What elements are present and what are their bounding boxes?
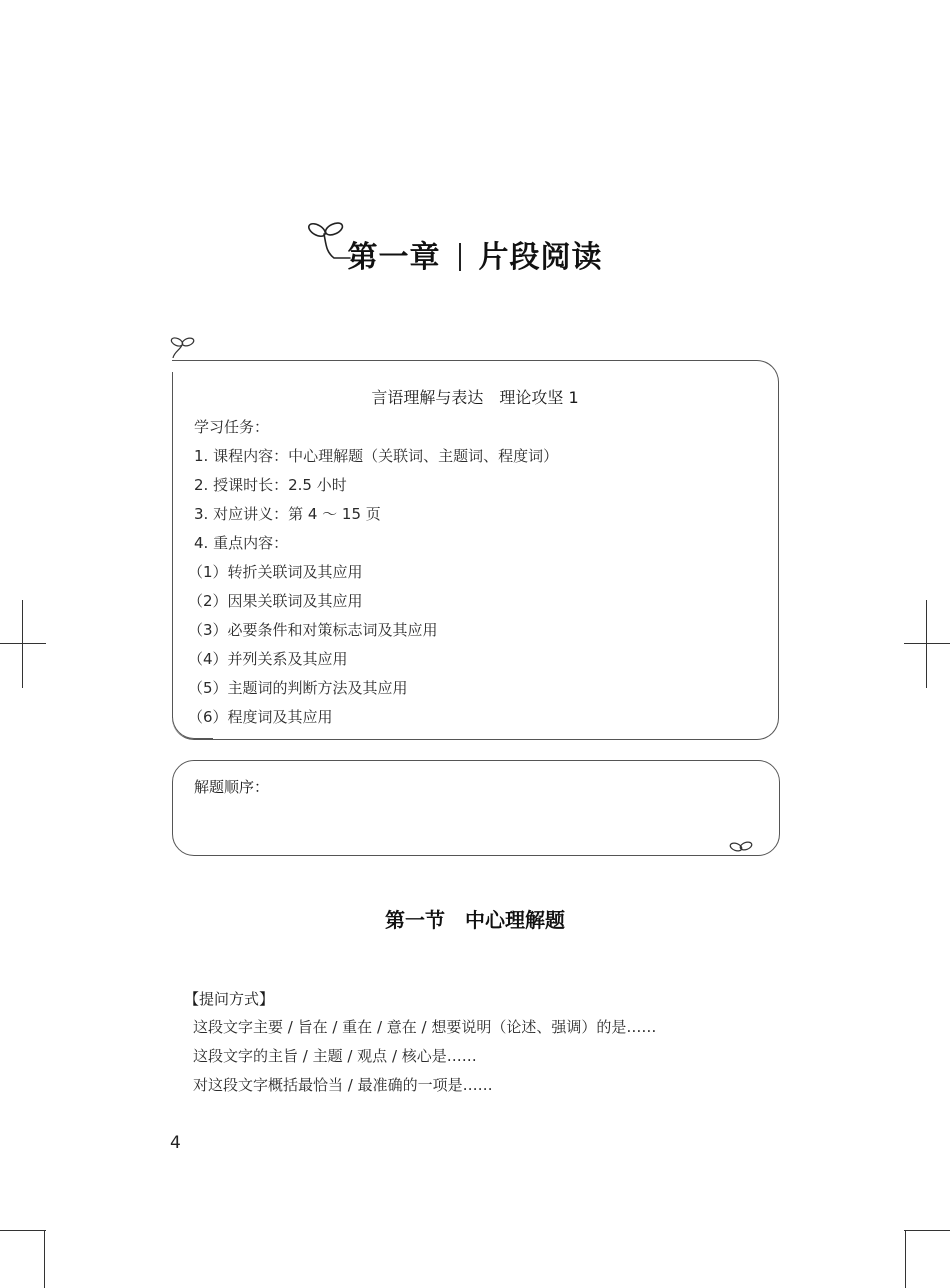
- list-item: 这段文字主要 / 旨在 / 重在 / 意在 / 想要说明（论述、强调）的是……: [193, 1018, 657, 1036]
- crop-mark-right-horizontal: [904, 643, 950, 644]
- crop-mark-bottom-right-tick: [905, 1230, 906, 1288]
- list-item: （5）主题词的判断方法及其应用: [188, 679, 408, 697]
- crop-mark-right-vertical: [926, 600, 927, 688]
- leaves-icon: [728, 838, 754, 854]
- chapter-name: 片段阅读: [478, 240, 603, 275]
- chapter-title-divider: [459, 243, 461, 271]
- study-task-heading: 学习任务：: [194, 418, 270, 436]
- question-form-list: [193, 1013, 656, 1100]
- list-item: 这段文字的主旨 / 主题 / 观点 / 核心是……: [193, 1047, 477, 1065]
- crop-mark-bottom-left: [0, 1230, 46, 1231]
- list-item: 1. 课程内容：中心理解题（关联词、主题词、程度词）: [194, 447, 559, 465]
- list-item: （3）必要条件和对策标志词及其应用: [188, 621, 438, 639]
- crop-mark-left-vertical: [22, 600, 23, 688]
- study-box-title: 言语理解与表达 理论攻坚 1: [371, 388, 579, 407]
- study-task-list: [190, 413, 558, 732]
- chapter-title: [0, 232, 950, 276]
- list-item: （4）并列关系及其应用: [188, 650, 348, 668]
- section-title: 第一节 中心理解题: [385, 908, 565, 932]
- list-item: （1）转折关联词及其应用: [188, 563, 363, 581]
- list-item: 2. 授课时长：2.5 小时: [194, 476, 347, 494]
- question-form-heading: 【提问方式】: [184, 990, 275, 1008]
- list-item: （6）程度词及其应用: [188, 708, 333, 726]
- list-item: （2）因果关联词及其应用: [188, 592, 363, 610]
- chapter-number: 第一章: [347, 240, 441, 275]
- study-task-box-left-border: [172, 372, 173, 718]
- crop-mark-left-horizontal: [0, 643, 46, 644]
- solve-order-label: 解题顺序：: [194, 778, 270, 796]
- crop-mark-bottom-left-tick: [44, 1230, 45, 1288]
- page-number: 4: [170, 1133, 181, 1153]
- list-item: 4. 重点内容：: [194, 534, 289, 552]
- solve-order-box: [172, 760, 780, 856]
- sprout-icon: [168, 334, 198, 358]
- crop-mark-bottom-right: [904, 1230, 950, 1231]
- list-item: 对这段文字概括最恰当 / 最准确的一项是……: [193, 1076, 493, 1094]
- list-item: 3. 对应讲义：第 4 ～ 15 页: [194, 505, 381, 523]
